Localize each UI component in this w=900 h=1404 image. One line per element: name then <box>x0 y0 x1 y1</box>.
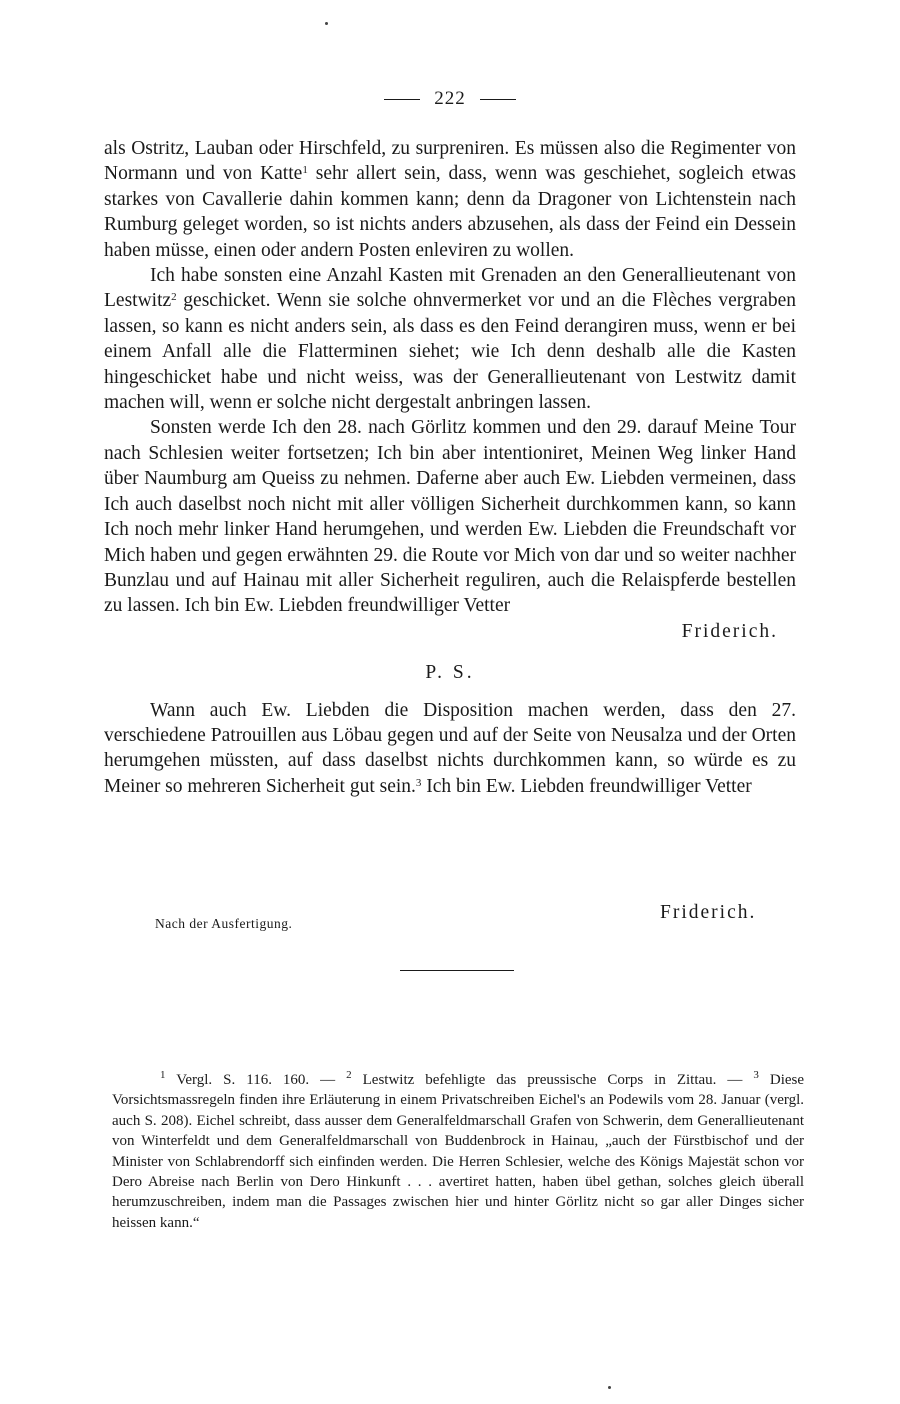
source-note: Nach der Ausfertigung. <box>155 916 293 931</box>
paragraph-2-text: Ich habe sonsten eine Anzahl Kasten mit Grenaden an den Generallieutenant von Lestwitz <box>104 265 796 312</box>
footnote-block <box>112 1070 804 1233</box>
footnote-ref-2: 2 <box>171 291 177 304</box>
header-rule-right <box>480 99 516 100</box>
footnote-1-marker: 1 <box>160 1069 166 1081</box>
footnote-separator <box>400 970 514 971</box>
signature: Friderich. <box>681 620 778 642</box>
footnote-ref-3: 3 <box>415 776 422 789</box>
header-rule-left <box>384 99 420 100</box>
paper-speck-bottom <box>608 1386 611 1389</box>
postscript-signature: Friderich. <box>660 902 757 923</box>
footnote-2-text: Lestwitz befehligte das preussische Corps in Zittau. — <box>351 1072 754 1088</box>
postscript-paragraph <box>104 698 796 800</box>
letter-body <box>104 136 796 799</box>
paragraph-1 <box>104 136 796 263</box>
footnote-ref-1: 1 <box>302 164 308 177</box>
paragraph-2-text-rest: geschicket. Wenn sie solche ohnvermerket vor und an die Flèches vergraben lassen, so kann es nicht anders sein, als dass es den Feind derangiren muss, wenn er bei einem Anfall alle die Flatterminen siehet; wie Ich denn deshalb alle die Kasten hingeschicket habe und nicht weiss, was der Generallieutenant von Lestwitz damit machen will, wenn er solche nicht dergestalt anbringen lassen. <box>104 290 796 414</box>
postscript-text-rest: Ich bin Ew. Liebden freundwilliger Vetter <box>421 775 752 797</box>
page-header <box>0 88 900 110</box>
paragraph-2 <box>104 263 796 415</box>
footnote-2-marker: 2 <box>346 1069 352 1081</box>
paragraph-1-text-rest: sehr allert sein, dass, wenn was geschiehet, sogleich etwas starkes von Cavallerie dahin kommen kann; denn da Dragoner von Lichtenstein nach Rumburg geleget worden, so ist nichts anders abzusehen, als dass der Feind ein Dessein haben müsse, einen oder andern Posten enleviren zu wollen. <box>104 163 796 261</box>
footnote-3-marker: 3 <box>753 1069 759 1081</box>
postscript-text: Wann auch Ew. Liebden die Disposition machen werden, dass den 27. verschiedene Patrouillen aus Löbau gegen und auf der Seite von Neusalza und der Orten herumgehen müssten, auf dass daselbst nichts durchkommen kann, so würde es zu Meiner so mehreren Sicherheit gut sein. <box>104 699 796 797</box>
footnotes <box>112 1070 804 1233</box>
paragraph-1-text: als Ostritz, Lauban oder Hirschfeld, zu surpreniren. Es müssen also die Regimenter von Normann und von Katte <box>104 138 796 185</box>
paper-speck-top <box>325 22 328 25</box>
footnote-3-text: Diese Vorsichtsmassregeln finden ihre Erläuterung in einem Privatschreiben Eichel's an Podewils vom 28. Januar (vergl. auch S. 208). Eichel schreibt, dass ausser dem Generalfeldmarschall Grafen von Schwerin, dem Generallieutenant von Winterfeldt und dem Generalfeldmarschall von Buddenbrock in Hainau, „auch der Fürstbischof und der Minister von Schlabrendorff sich einfinden werden. Die Herren Schlesier, welche des Königs Majestät schon vor Dero Abreise nach Berlin von Dero Hinkunft . . . avertiret hatten, haben übel gethan, solches gleich überall herumzuschreiben, indem man die Passages zwischen hier und hinter Görlitz nicht so gar aller Dinges sicher heissen kann.“ <box>112 1072 805 1231</box>
footnote-1-text: Vergl. S. 116. 160. — <box>165 1072 347 1088</box>
paragraph-3: Sonsten werde Ich den 28. nach Görlitz kommen und den 29. darauf Meine Tour nach Schlesien weiter fortsetzen; Ich bin aber intentioniret, Meinen Weg linker Hand über Naumburg am Queiss zu nehmen. Daferne aber auch Ew. Liebden vermeinen, dass Ich auch daselbst noch nicht mit aller völligen Sicherheit durchkommen kann, so kann Ich noch mehr linker Hand herumgehen, und werden Ew. Liebden die Freundschaft vor Mich haben und gegen erwähnten 29. die Route vor Mich von dar und so weiter nachher Bunzlau und auf Hainau mit aller Sicherheit reguliren, auch die Relaispferde bestellen zu lassen. Ich bin Ew. Liebden freundwilliger Vetter <box>104 417 796 617</box>
postscript-heading: P. S. <box>425 662 475 684</box>
page-number: 222 <box>434 88 466 109</box>
